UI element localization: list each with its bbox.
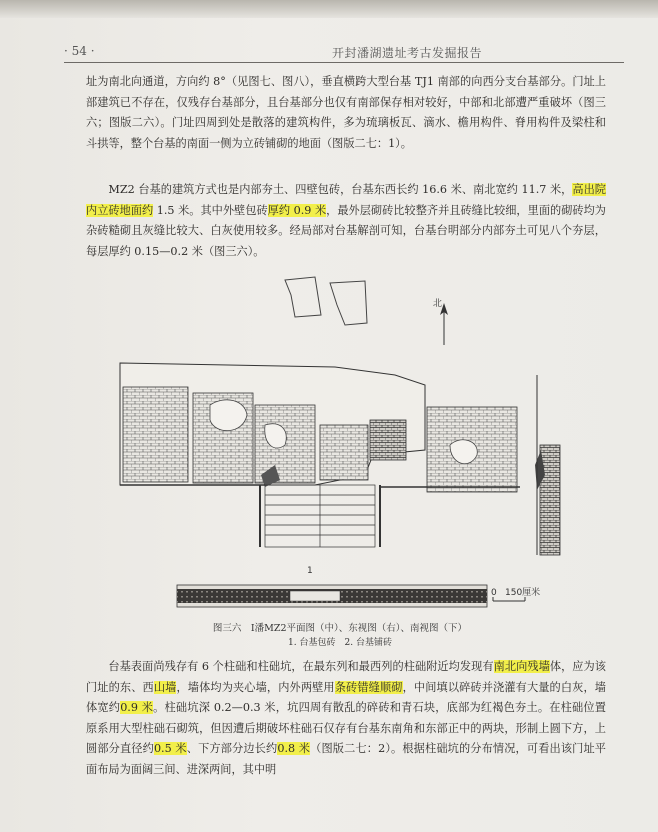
figure-caption	[150, 621, 530, 651]
scale-label: 150厘米	[505, 588, 541, 598]
north-arrow	[433, 297, 448, 345]
p2-text-a: MZ2 台基的建筑方式也是内部夯土、四壁包砖，台基东西长约 16.6 米、南北宽约 11.7 米，	[108, 183, 573, 196]
p3-highlight-1: 南北向残墙	[493, 660, 550, 673]
plan-view	[120, 363, 520, 547]
p3-highlight-4: 0.9 米	[120, 701, 154, 714]
p2-text-b: 1.5 米。其中外壁包砖	[153, 203, 268, 217]
east-view	[535, 375, 560, 555]
north-label: 北	[433, 299, 443, 309]
scale-zero: 0	[491, 588, 497, 598]
p2-highlight-2: 厚约 0.9 米	[267, 203, 327, 217]
running-header	[64, 44, 624, 63]
paragraph-1: 址为南北向通道，方向约 8°（见图七、图八），垂直横跨大型台基 TJ1 南部的向西分支台基部分。门址上部建筑已不存在，仅残存台基部分，且台基部分也仅有南部保存相对较好，中部和北部遭严重破坏（图三六；图版二六）。门址四周到处是散落的建筑构件，多为琉璃板瓦、滴水、檐用构件、脊用构件及梁柱和斗拱等，整个台基的南面一侧为立砖铺砌的地面（图版二七：1）。	[86, 75, 606, 150]
p3-text-g: （图版二七：2）。根据柱础坑的分布情况，可看出该门址平面布局为面阔三间、进深两间，其中明	[86, 742, 606, 776]
page-number: · 54 ·	[64, 44, 95, 58]
p3-highlight-3: 条砖错缝顺砌	[334, 680, 403, 694]
caption-title: 图三六 Ⅰ潘MZ2平面图（中）、东视图（右）、南视图（下）	[212, 623, 468, 634]
caption-legend: 1. 台基包砖 2. 台基铺砖	[288, 638, 392, 648]
p3-text-f: 、下方部分边长约	[186, 742, 278, 755]
page-shadow	[0, 0, 658, 18]
p3-text-d: ，中间填以碎砖并浇灌有大量的白灰，墙体宽约	[86, 680, 606, 714]
p3-highlight-6: 0.8 米	[277, 742, 311, 755]
upper-outline	[285, 277, 367, 325]
book-title: 开封潘湖遗址考古发掘报告	[332, 46, 483, 60]
p3-highlight-5: 0.5 米	[153, 742, 187, 755]
p3-text-c: ，墙体均为夹心墙，内外两壁用	[176, 680, 335, 694]
paragraph-2	[86, 180, 606, 262]
paragraph-3	[86, 657, 606, 780]
stairs	[265, 485, 375, 547]
p3-text-e: 。柱础坑深 0.2—0.3 米，坑四周有散乱的碎砖和青石块，底部为红褐色夯土。在柱础位置原系用大型柱础石砌筑，但因遭后期破坏柱础石仅存有台基东南角和东部正中的两块，形制上圆下方，上圆部分直径约	[86, 701, 606, 755]
scale-bar	[491, 586, 540, 601]
p3-text-b: 体，应为该门址的东、西	[86, 660, 606, 694]
p2-text-c: ，最外层砌砖比较整齐并且砖缝比较细，里面的砌砖均为杂砖糙砌且灰缝比较大、白灰使用较多。经局部对台基解剖可知，台基台明部分内部夯土可见八个夯层，每层厚约 0.15—0.2 米（图三六）。	[86, 203, 606, 258]
p3-text-a: 台基表面尚残存有 6 个柱础和柱础坑，在最东列和最西列的柱础附近均发现有	[108, 660, 494, 673]
site-plan-figure	[115, 275, 585, 615]
marker-1: 1	[307, 566, 313, 576]
south-view	[177, 585, 487, 607]
p3-highlight-2: 山墙	[153, 680, 177, 694]
p2-highlight-1: 高出院内立砖地面约	[86, 183, 606, 217]
